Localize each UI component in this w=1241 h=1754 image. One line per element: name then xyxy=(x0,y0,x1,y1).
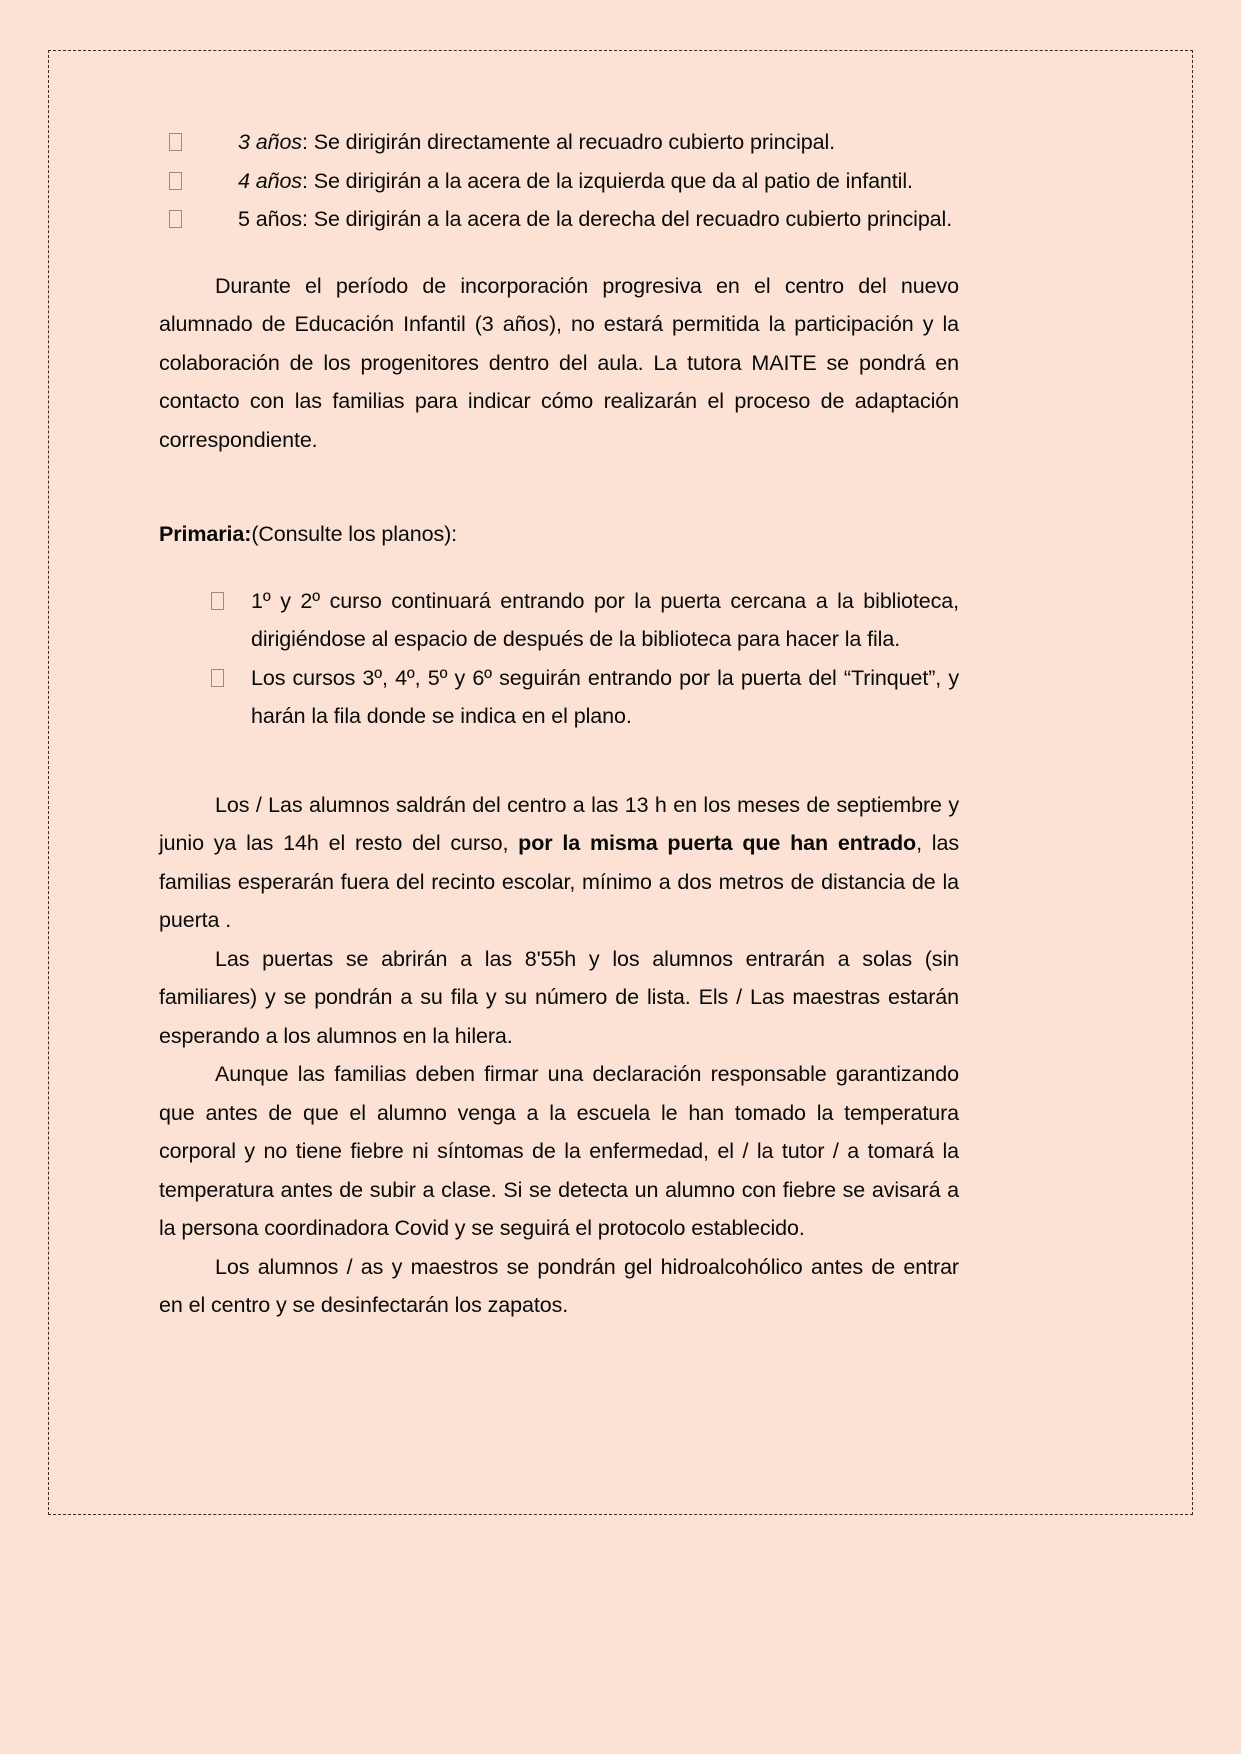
list-item xyxy=(169,200,959,239)
spacer xyxy=(159,554,959,582)
paragraph-salida-part2: , las familias esperarán fuera del recinto escolar, mínimo a dos metros de distancia de la puerta . xyxy=(159,831,959,932)
list-item-text: : Se dirigirán a la acera de la derecha del recuadro cubierto principal. xyxy=(301,207,953,231)
bullet-box-icon xyxy=(211,659,231,698)
primaria-heading xyxy=(159,515,959,554)
document-content xyxy=(159,123,959,1325)
list-item-text: 1º y 2º curso continuará entrando por la puerta cercana a la biblioteca, dirigiéndose al espacio de después de la biblioteca para hacer la fila. xyxy=(251,588,959,651)
bullet-box-icon xyxy=(211,582,231,621)
list-item xyxy=(211,659,959,736)
paragraph-salida xyxy=(159,786,959,940)
primaria-heading-label: Primaria: xyxy=(159,522,252,546)
primaria-heading-note: (Consulte los planos): xyxy=(251,522,458,546)
paragraph-salida-bold: por la misma puerta que han entrado xyxy=(518,831,917,855)
list-item-text: : Se dirigirán a la acera de la izquierda que da al patio de infantil. xyxy=(301,168,913,193)
list-item-text: Los cursos 3º, 4º, 5º y 6º seguirán entrando por la puerta del “Trinquet”, y harán la fila donde se indica en el plano. xyxy=(251,665,959,728)
spacer xyxy=(159,736,959,786)
paragraph-gel: Los alumnos / as y maestros se pondrán gel hidroalcohólico antes de entrar en el centro y se desinfectarán los zapatos. xyxy=(159,1254,959,1317)
bullet-box-icon xyxy=(169,200,189,239)
paragraph-declaracion: Aunque las familias deben firmar una declaración responsable garantizando que antes de que el alumno venga a la escuela le han tomado la temperatura corporal y no tiene fiebre ni síntomas de la enfermedad, el / la tutor / a tomará la temperatura antes de subir a clase. Si se detecta un alumno con fiebre se avisará a la persona coordinadora Covid y se seguirá el protocolo establecido. xyxy=(159,1062,959,1240)
paragraph-adaptacion: Durante el período de incorporación progresiva en el centro del nuevo alumnado de Educación Infantil (3 años), no estará permitida la participación y la colaboración de los progenitores dentro del aula. La tutora MAITE se pondrá en contacto con las familias para indicar cómo realizarán el proceso de adaptación correspondiente. xyxy=(159,273,959,452)
spacer xyxy=(159,459,959,515)
bullet-box-icon xyxy=(169,162,189,201)
paragraph-salida-part1: Los / Las alumnos saldrán del centro a las 13 h en los meses de septiembre y junio ya las 14h el resto del curso, xyxy=(159,792,959,855)
bullet-box-icon xyxy=(169,123,189,162)
page-frame xyxy=(48,50,1193,1515)
list-item-text: : Se dirigirán directamente al recuadro cubierto principal. xyxy=(301,130,836,154)
spacer xyxy=(159,239,959,267)
infantil-bullet-list xyxy=(169,123,959,239)
list-item xyxy=(169,123,959,162)
list-item xyxy=(211,582,959,659)
list-item-emphasis: 5 años xyxy=(238,207,302,231)
paragraph-puertas: Las puertas se abrirán a las 8'55h y los alumnos entrarán a solas (sin familiares) y se pondrán a su fila y su número de lista. Els / Las maestras estarán esperando a los alumnos en la hilera. xyxy=(159,946,959,1048)
list-item-emphasis: 4 años xyxy=(238,168,302,193)
list-item-emphasis: 3 años xyxy=(238,130,302,154)
list-item xyxy=(169,162,959,201)
primaria-bullet-list xyxy=(211,582,959,736)
